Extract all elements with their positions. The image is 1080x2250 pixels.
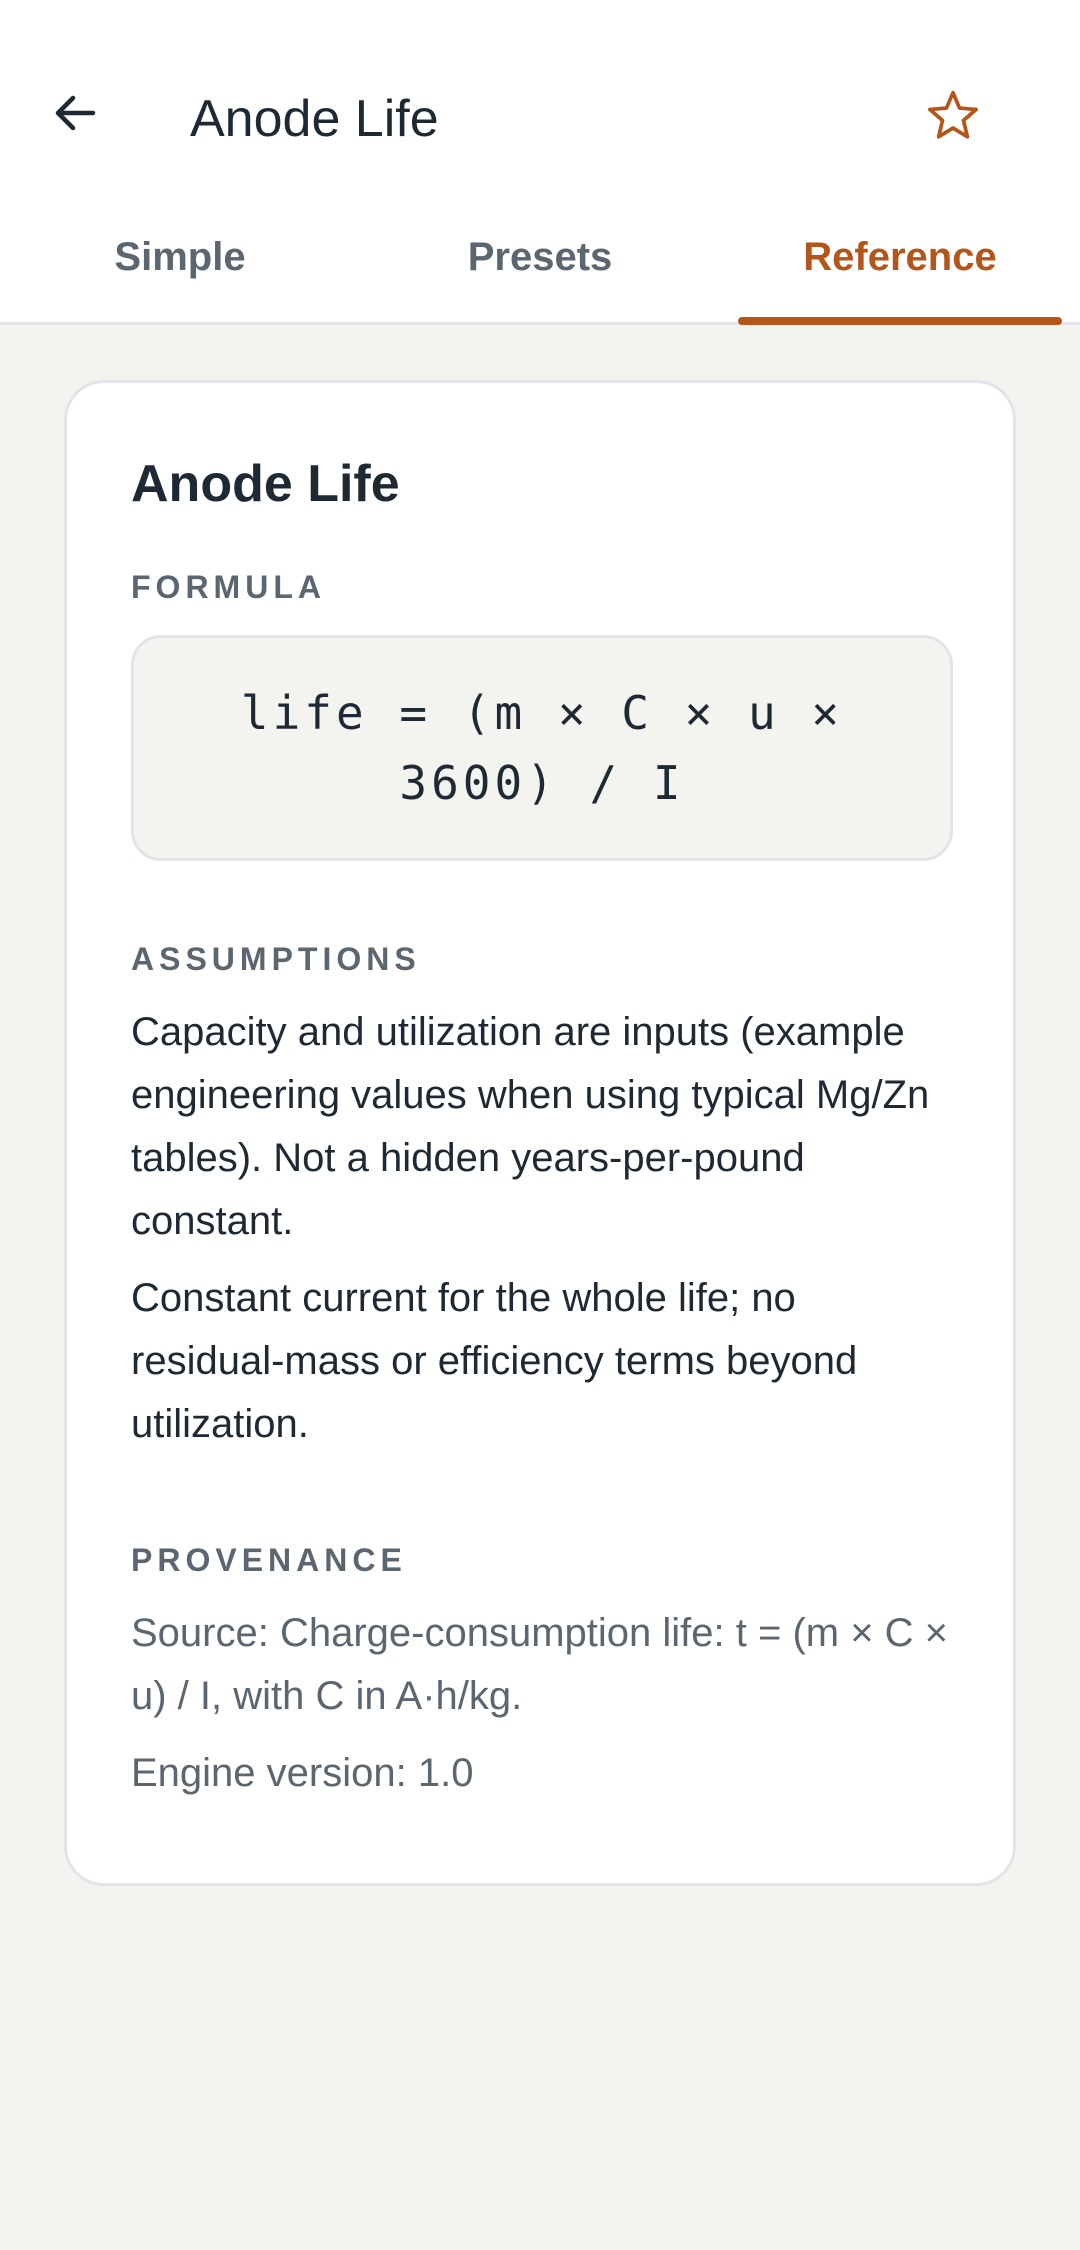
provenance-source: Source: Charge-consumption life: t = (m × C × u) / I, with C in A·h/kg.	[131, 1611, 949, 1718]
arrow-left-icon	[51, 89, 99, 142]
top-app-bar	[0, 0, 1080, 205]
assumption-item: Constant current for the whole life; no residual-mass or efficiency terms beyond utilization.	[131, 1276, 858, 1446]
back-button[interactable]	[40, 80, 110, 150]
formula-box	[131, 635, 953, 861]
favorite-button[interactable]	[915, 80, 991, 156]
tab-presets[interactable]: Presets	[467, 235, 613, 279]
reference-card	[64, 380, 1016, 1886]
provenance-section-label: PROVENANCE	[131, 1542, 407, 1578]
card-title: Anode Life	[131, 455, 400, 513]
tab-bar	[0, 205, 1080, 325]
formula-text: life = (m × C × u × 3600) / I	[240, 686, 844, 810]
engine-version: Engine version: 1.0	[131, 1751, 474, 1795]
assumption-item: Capacity and utilization are inputs (example engineering values when using typical Mg/Zn tables). Not a hidden years-per-pound constant.	[131, 1010, 930, 1243]
formula-section-label: FORMULA	[131, 569, 326, 605]
star-outline-icon	[925, 88, 981, 149]
tab-reference[interactable]: Reference	[720, 205, 1080, 322]
tab-simple[interactable]: Simple	[114, 235, 246, 279]
assumptions-section-label: ASSUMPTIONS	[131, 941, 421, 977]
page-title: Anode Life	[190, 90, 439, 148]
